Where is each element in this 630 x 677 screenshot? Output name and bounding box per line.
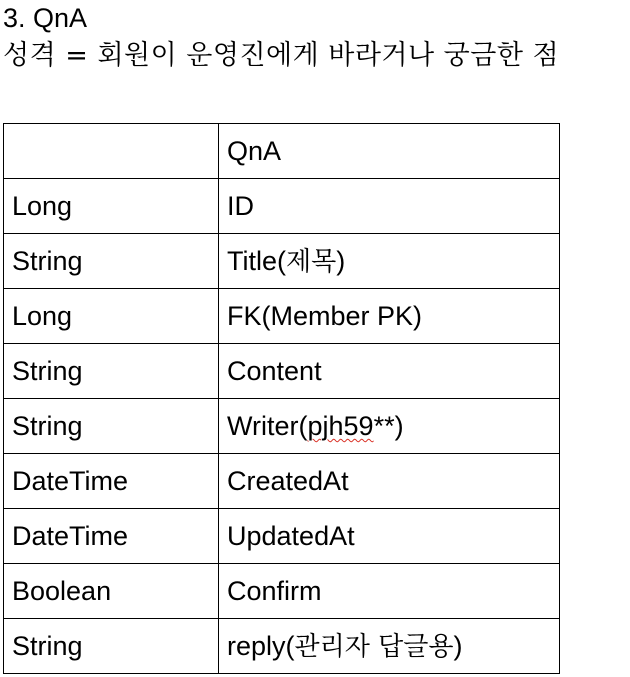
- type-cell: Long: [4, 179, 219, 234]
- type-cell: String: [4, 619, 219, 674]
- field-cell: Writer(pjh59**): [219, 399, 560, 454]
- table-row: [4, 619, 560, 674]
- field-cell: reply(관리자 답글용): [219, 619, 560, 674]
- field-cell: UpdatedAt: [219, 509, 560, 564]
- table-header-row: [4, 124, 560, 179]
- table-row: [4, 234, 560, 289]
- table-row: [4, 289, 560, 344]
- table-row: [4, 454, 560, 509]
- field-cell: FK(Member PK): [219, 289, 560, 344]
- field-cell: CreatedAt: [219, 454, 560, 509]
- qna-schema-table: [3, 123, 560, 674]
- field-cell: ID: [219, 179, 560, 234]
- field-cell: Confirm: [219, 564, 560, 619]
- header-entity-cell: QnA: [219, 124, 560, 179]
- type-cell: DateTime: [4, 509, 219, 564]
- table-row: [4, 399, 560, 454]
- type-cell: DateTime: [4, 454, 219, 509]
- type-cell: String: [4, 399, 219, 454]
- section-description: 성격 = 회원이 운영진에게 바라거나 궁금한 점: [3, 40, 560, 71]
- type-cell: String: [4, 344, 219, 399]
- type-cell: Boolean: [4, 564, 219, 619]
- table-row: [4, 344, 560, 399]
- section-heading: 3. QnA: [3, 3, 88, 33]
- header-type-cell: [4, 124, 219, 179]
- field-cell: Title(제목): [219, 234, 560, 289]
- table-row: [4, 564, 560, 619]
- type-cell: String: [4, 234, 219, 289]
- table-row: [4, 509, 560, 564]
- table-row: [4, 179, 560, 234]
- field-cell: Content: [219, 344, 560, 399]
- type-cell: Long: [4, 289, 219, 344]
